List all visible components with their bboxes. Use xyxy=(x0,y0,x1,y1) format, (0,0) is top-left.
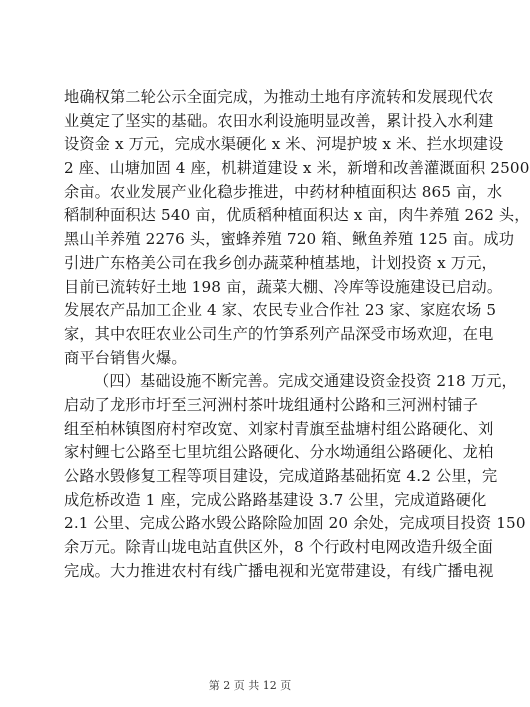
text-line-4: 2 座、山塘加固 4 座，机耕道建设 x 米，新增和改善灌溉面积 2500 xyxy=(64,159,530,178)
text-line-11: 家，其中农旺农业公司生产的竹笋系列产品深受市场欢迎，在电 xyxy=(64,324,494,343)
text-line-5: 余亩。农业发展产业化稳步推进，中药材种植面积达 865 亩，水 xyxy=(64,182,503,201)
text-line-2: 业奠定了坚实的基础。农田水利设施明显改善，累计投入水利建 xyxy=(64,111,494,130)
text-line-12: 商平台销售火爆。 xyxy=(64,348,187,367)
text-line-14: 启动了龙形市圩至三河洲村茶叶垅组通村公路和三河洲村铺子 xyxy=(64,395,479,414)
text-line-9: 目前已流转好土地 198 亩，蔬菜大棚、冷库等设施建设已启动。 xyxy=(64,277,503,296)
text-line-20: 余万元。除青山垅电站直供区外，8 个行政村电网改造升级全面 xyxy=(64,538,493,557)
text-line-8: 引进广东格美公司在我乡创办蔬菜种植基地，计划投资 x 万元， xyxy=(64,253,497,272)
text-line-7: 黑山羊养殖 2276 头，蜜蜂养殖 720 箱、鳅鱼养殖 125 亩。成功 xyxy=(64,230,515,249)
text-line-19: 2.1 公里、完成公路水毁公路除险加固 20 余处，完成项目投资 150 xyxy=(64,514,526,533)
text-line-21: 完成。大力推进农村有线广播电视和光宽带建设，有线广播电视 xyxy=(64,561,494,580)
page-number-footer: 第 2 页 共 12 页 xyxy=(208,679,292,692)
text-line-17: 公路水毁修复工程等项目建设，完成道路基础拓宽 4.2 公里，完 xyxy=(64,467,498,485)
text-line-1: 地确权第二轮公示全面完成，为推动土地有序流转和发展现代农 xyxy=(64,88,494,106)
text-line-6: 稻制种面积达 540 亩，优质稻种植面积达 x 亩，肉牛养殖 262 头， xyxy=(64,206,530,225)
section-heading-line: （四）基础设施不断完善。完成交通建设资金投资 218 万元， xyxy=(94,372,517,391)
body-text xyxy=(64,86,530,583)
text-line-15: 组至柏林镇图府村窄改宽、刘家村青旗至盐塘村组公路硬化、刘 xyxy=(64,419,494,438)
text-line-10: 发展农产品加工企业 4 家、农民专业合作社 23 家、家庭农场 5 xyxy=(64,301,497,320)
text-line-3: 设资金 x 万元，完成水渠硬化 x 米、河堤护坡 x 米、拦水坝建设 xyxy=(64,135,504,154)
text-line-18: 成危桥改造 1 座，完成公路路基建设 3.7 公里，完成道路硬化 xyxy=(64,490,487,509)
text-line-16: 家村鲤七公路至七里坑组公路硬化、分水坳通组公路硬化、龙柏 xyxy=(64,443,494,462)
